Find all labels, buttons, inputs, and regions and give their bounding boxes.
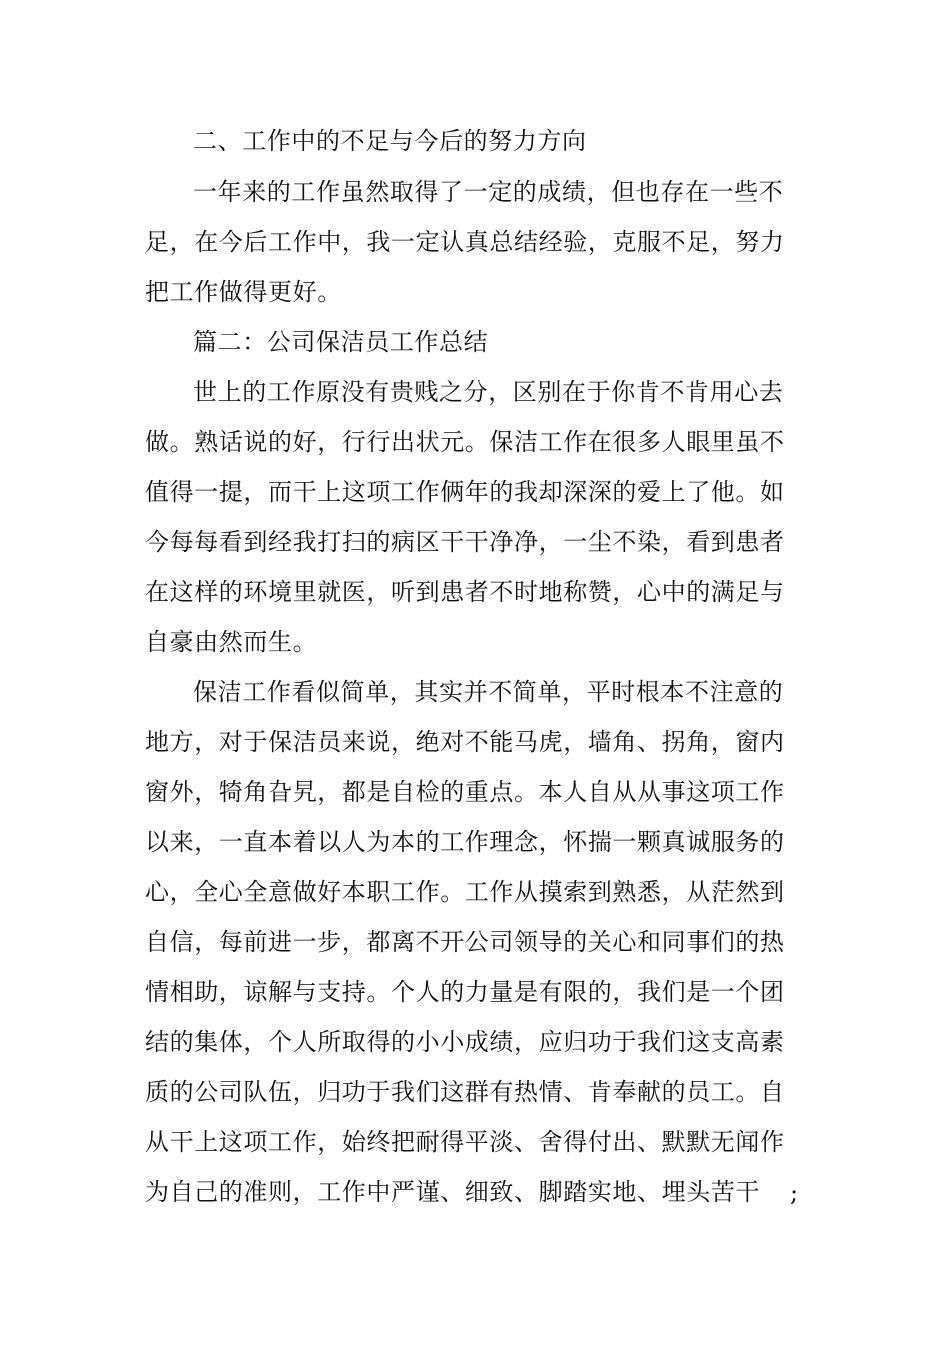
paragraph-line: 把工作做得更好。 bbox=[145, 278, 342, 306]
paragraph-line: 今每每看到经我打扫的病区干干净净，一尘不染，看到患者 bbox=[145, 528, 785, 556]
paragraph-line: 自信，每前进一步，都离不开公司领导的关心和同事们的热 bbox=[145, 928, 785, 956]
paragraph-line: 值得一提，而干上这项工作俩年的我却深深的爱上了他。如 bbox=[145, 478, 785, 506]
paragraph-line: 做。熟话说的好，行行出状元。保洁工作在很多人眼里虽不 bbox=[145, 428, 785, 456]
article-title: 篇二：公司保洁员工作总结 bbox=[193, 328, 489, 356]
paragraph-line: 自豪由然而生。 bbox=[145, 628, 318, 656]
paragraph-line: 窗外，犄角旮旯，都是自检的重点。本人自从从事这项工作 bbox=[145, 778, 785, 806]
paragraph-line: 足，在今后工作中，我一定认真总结经验，克服不足，努力 bbox=[145, 228, 785, 256]
paragraph-line: 情相助，谅解与支持。个人的力量是有限的，我们是一个团 bbox=[145, 978, 785, 1006]
paragraph-line: 在这样的环境里就医，听到患者不时地称赞，心中的满足与 bbox=[145, 578, 785, 606]
paragraph-line: 世上的工作原没有贵贱之分，区别在于你肯不肯用心去 bbox=[193, 378, 784, 406]
paragraph-line: 心，全心全意做好本职工作。工作从摸索到熟悉，从茫然到 bbox=[145, 878, 785, 906]
paragraph-line: 质的公司队伍，归功于我们这群有热情、肯奉献的员工。自 bbox=[145, 1078, 785, 1106]
trailing-semicolon: ; bbox=[790, 1179, 799, 1207]
paragraph-line: 保洁工作看似简单，其实并不简单，平时根本不注意的 bbox=[193, 678, 784, 706]
paragraph-line: 从干上这项工作，始终把耐得平淡、舍得付出、默默无闻作 bbox=[145, 1128, 785, 1156]
section-heading: 二、工作中的不足与今后的努力方向 bbox=[193, 127, 587, 155]
paragraph-line: 地方，对于保洁员来说，绝对不能马虎，墙角、拐角，窗内 bbox=[145, 728, 785, 756]
paragraph-line: 结的集体，个人所取得的小小成绩，应归功于我们这支高素 bbox=[145, 1028, 785, 1056]
paragraph-line: 以来，一直本着以人为本的工作理念，怀揣一颗真诚服务的 bbox=[145, 828, 785, 856]
paragraph-line: 一年来的工作虽然取得了一定的成绩，但也存在一些不 bbox=[193, 178, 784, 206]
paragraph-line: 为自己的准则，工作中严谨、细致、脚踏实地、埋头苦干 bbox=[145, 1178, 760, 1206]
